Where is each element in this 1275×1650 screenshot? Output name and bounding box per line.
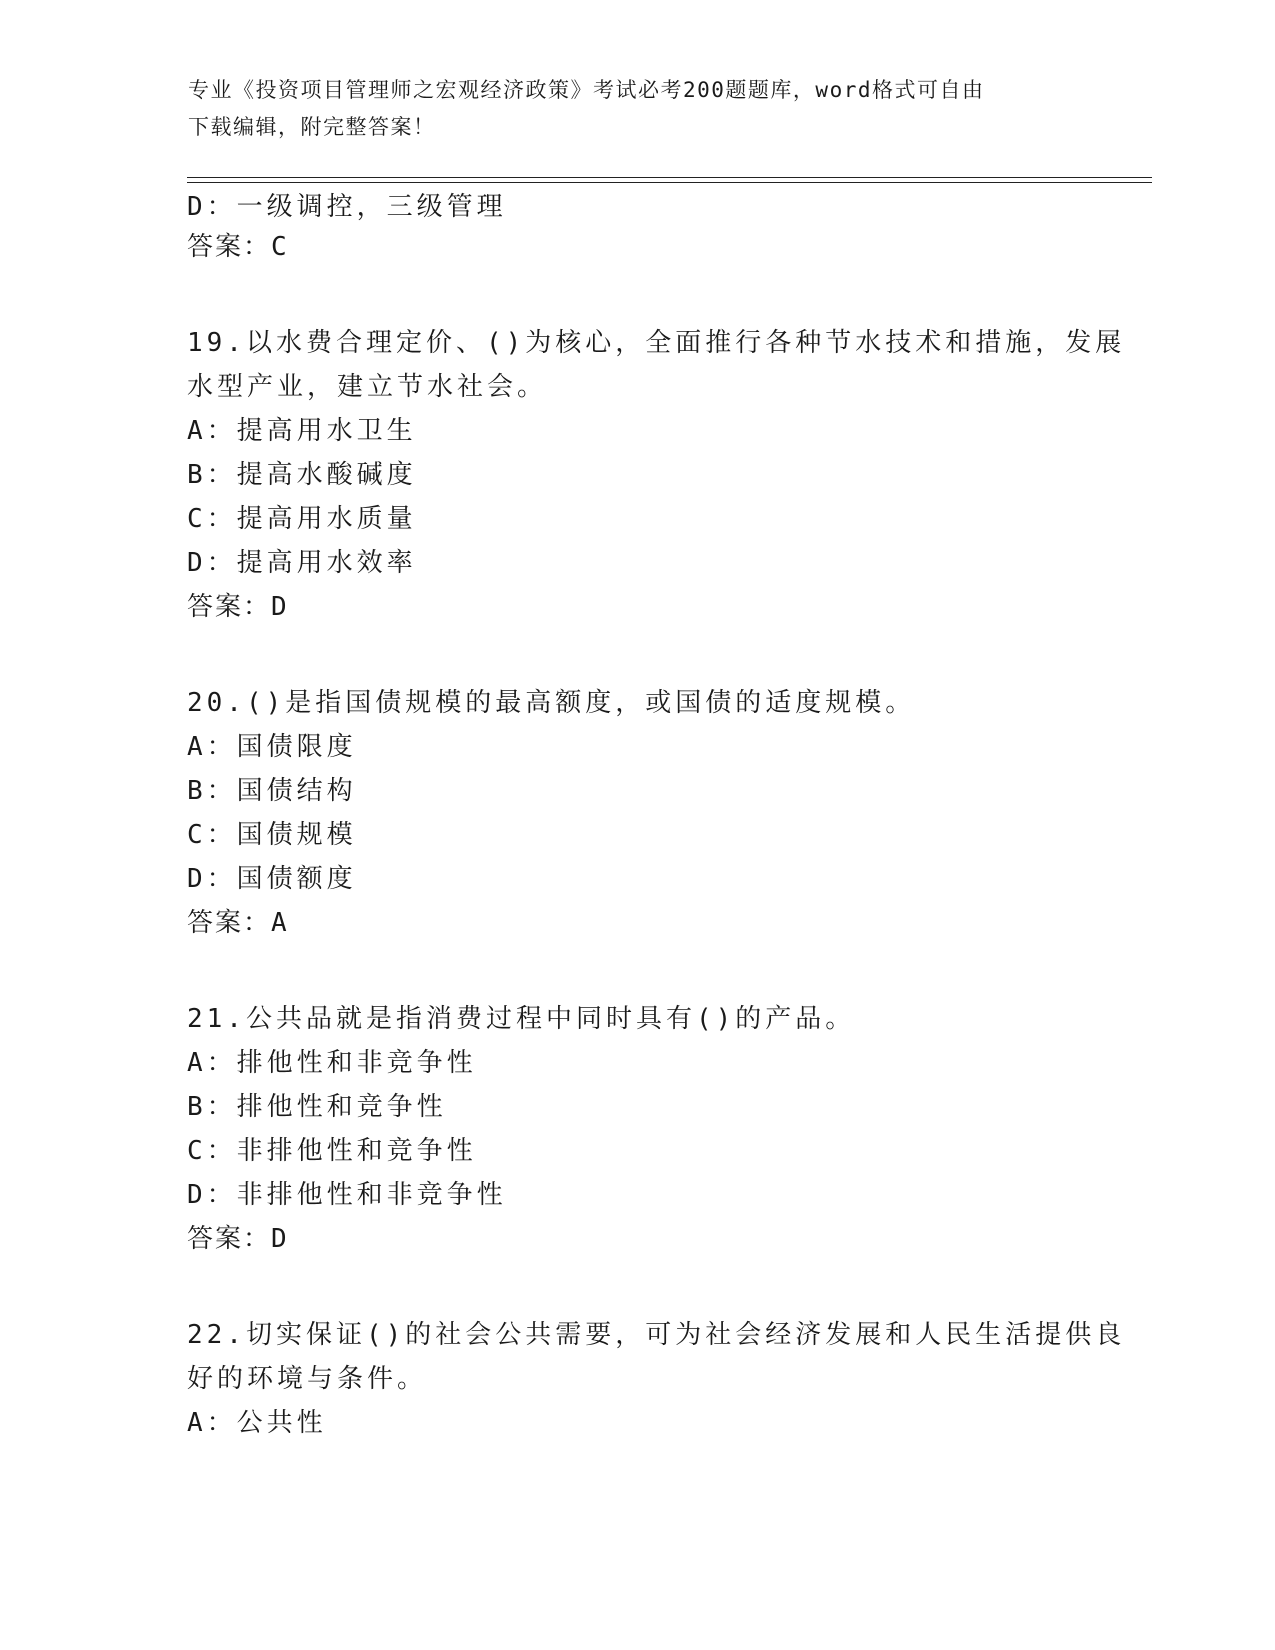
question-20-stem: 20.()是指国债规模的最高额度，或国债的适度规模。 [187,688,916,718]
question-21-option-a: A：排他性和非竞争性 [187,1048,477,1078]
question-20-option-b: B：国债结构 [187,776,357,806]
prev-answer: 答案：C [187,232,289,262]
question-21-option-d: D：非排他性和非竞争性 [187,1180,507,1210]
question-20-option-c: C：国债规模 [187,820,357,850]
question-19-option-b: B：提高水酸碱度 [187,460,417,490]
question-20-option-d: D：国债额度 [187,864,357,894]
question-20-answer: 答案：A [187,908,289,938]
question-19-answer: 答案：D [187,592,289,622]
question-19-stem-line-2: 水型产业，建立节水社会。 [187,372,548,402]
question-21-option-b: B：排他性和竞争性 [187,1092,447,1122]
question-20-option-a: A：国债限度 [187,732,357,762]
question-22-option-a: A：公共性 [187,1408,327,1438]
header-line-1: 专业《投资项目管理师之宏观经济政策》考试必考200题题库，word格式可自由 [188,78,985,102]
header-divider-bottom [187,182,1152,183]
question-22-stem-line-2: 好的环境与条件。 [187,1364,428,1394]
question-19-option-a: A：提高用水卫生 [187,416,417,446]
document-header [188,72,1068,146]
question-22-stem-line-1: 22.切实保证()的社会公共需要，可为社会经济发展和人民生活提供良 [187,1320,1126,1350]
prev-option-d: D：一级调控，三级管理 [187,192,507,222]
question-21-option-c: C：非排他性和竞争性 [187,1136,477,1166]
question-19-option-d: D：提高用水效率 [187,548,417,578]
question-21-answer: 答案：D [187,1224,289,1254]
header-line-2: 下载编辑，附完整答案！ [188,115,436,139]
question-19-option-c: C：提高用水质量 [187,504,417,534]
question-21-stem: 21.公共品就是指消费过程中同时具有()的产品。 [187,1004,856,1034]
header-divider-top [187,177,1152,178]
question-19-stem-line-1: 19.以水费合理定价、()为核心，全面推行各种节水技术和措施，发展 [187,328,1126,358]
